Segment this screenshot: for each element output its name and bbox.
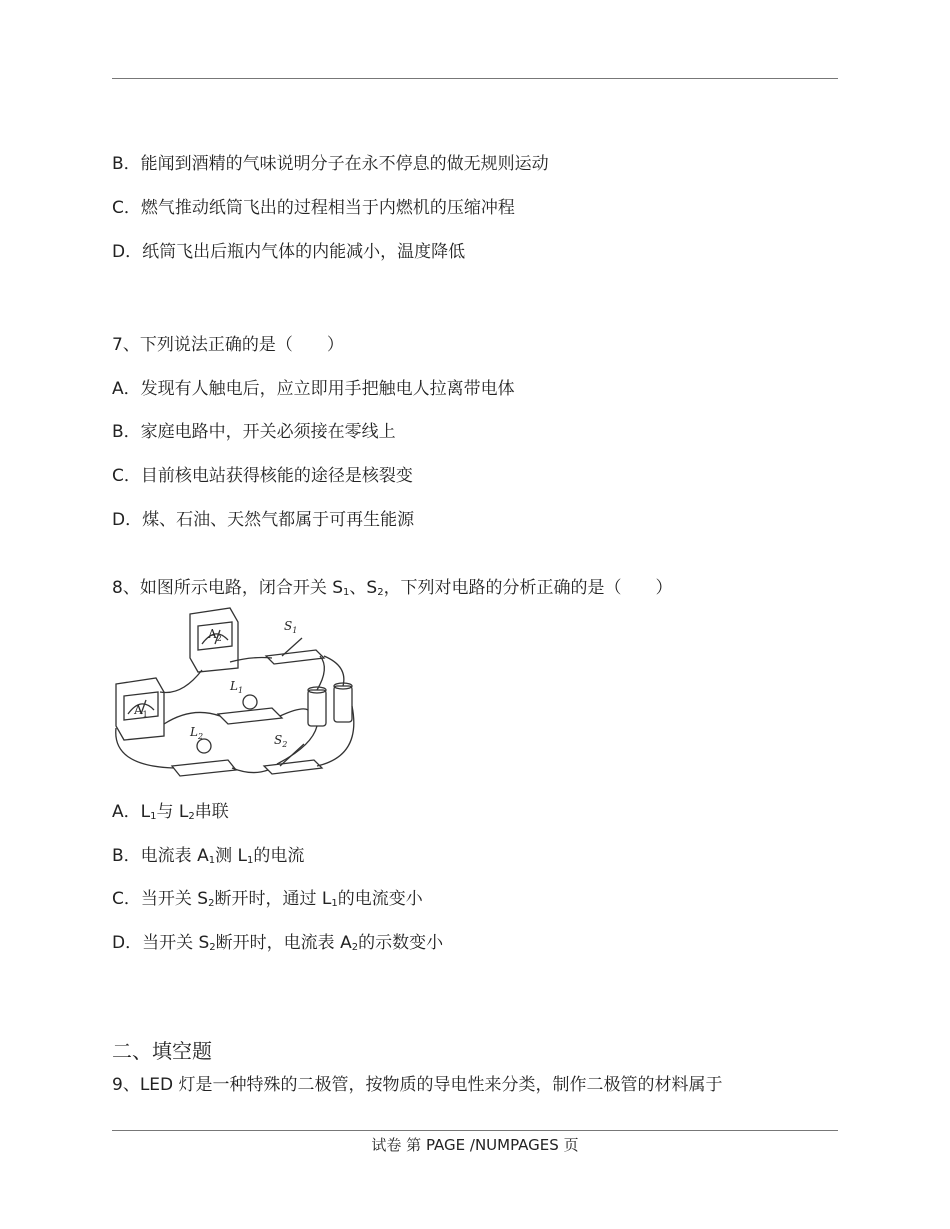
q6-option-d: D．纸筒飞出后瓶内气体的内能减小，温度降低 <box>112 242 466 262</box>
q8-option-b: B．电流表 $A_1$测 $L_1$的电流 <box>112 846 305 866</box>
q8-option-a: A．$L_1$与 $L_2$串联 <box>112 802 229 822</box>
q9-stem: 9、LED 灯是一种特殊的二极管，按物质的导电性来分类，制作二极管的材料属于 <box>112 1075 723 1095</box>
q8-stem: 8、如图所示电路，闭合开关 $S_1$、$S_2$，下列对电路的分析正确的是（ ） <box>112 578 673 598</box>
label-l1: $L_1$ <box>230 679 244 695</box>
q7-option-a: A．发现有人触电后，应立即用手把触电人拉离带电体 <box>112 379 515 399</box>
label-s2: $S_2$ <box>274 733 288 749</box>
label-s1: $S_1$ <box>284 619 298 635</box>
q6-option-b: B．能闻到酒精的气味说明分子在永不停息的做无规则运动 <box>112 154 549 174</box>
q8-option-d: D．当开关 $S_2$断开时，电流表 $A_2$的示数变小 <box>112 933 444 953</box>
page-footer: 试卷 第 PAGE /NUMPAGES 页 <box>371 1136 579 1154</box>
q8-option-c: C．当开关 $S_2$断开时，通过 $L_1$的电流变小 <box>112 889 423 909</box>
q7-stem: 7、下列说法正确的是（ ） <box>112 335 344 355</box>
label-a2: $A_2$ <box>208 627 222 643</box>
header-rule <box>112 78 838 79</box>
section-2-title: 二、填空题 <box>112 1039 212 1063</box>
q7-option-c: C．目前核电站获得核能的途径是核裂变 <box>112 466 413 486</box>
label-a1: $A_1$ <box>134 703 148 719</box>
q7-option-d: D．煤、石油、天然气都属于可再生能源 <box>112 510 415 530</box>
circuit-diagram <box>112 606 362 781</box>
label-l2: $L_2$ <box>190 725 204 741</box>
q6-option-c: C．燃气推动纸筒飞出的过程相当于内燃机的压缩冲程 <box>112 198 515 218</box>
footer-rule <box>112 1130 838 1131</box>
q7-option-b: B．家庭电路中，开关必须接在零线上 <box>112 422 396 442</box>
